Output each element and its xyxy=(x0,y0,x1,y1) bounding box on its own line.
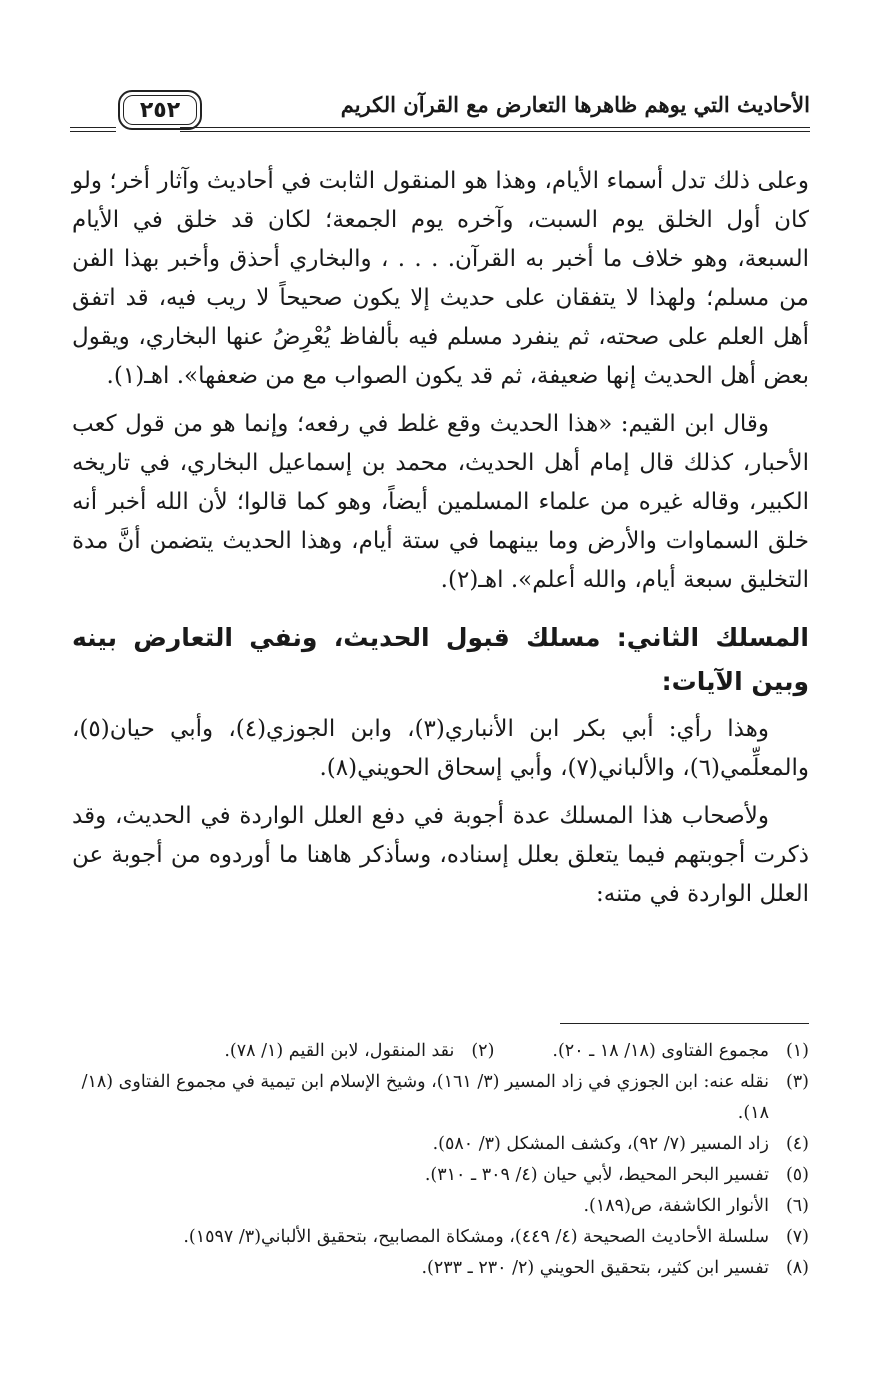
footnote-number: (٢) xyxy=(471,1041,495,1061)
page-number: ٢٥٢ xyxy=(123,95,197,125)
footnote-5 xyxy=(72,1160,809,1191)
footnote-number: (٤) xyxy=(785,1134,809,1154)
footnote-6 xyxy=(72,1191,809,1222)
footnotes xyxy=(72,1036,809,1284)
footnote-number: (١) xyxy=(785,1041,809,1061)
footnote-number: (٦) xyxy=(785,1196,809,1216)
footnote-text: مجموع الفتاوى (١٨/ ١٨ ـ ٢٠). xyxy=(552,1041,769,1061)
footnote-number: (٥) xyxy=(785,1165,809,1185)
header-rule-left-2 xyxy=(70,131,116,132)
section-heading: المسلك الثاني: مسلك قبول الحديث، ونفي التعارض بينه وبين الآيات: xyxy=(72,623,809,696)
header-title: الأحاديث التي يوهم ظاهرها التعارض مع القرآن الكريم xyxy=(340,92,810,117)
footnote-8 xyxy=(72,1253,809,1284)
footnote-text: نقد المنقول، لابن القيم (١/ ٧٨). xyxy=(224,1041,455,1061)
paragraph-answers: ولأصحاب هذا المسلك عدة أجوبة في دفع العلل الواردة في الحديث، وقد ذكرت أجوبتهم فيما يتعلق بعلل إسناده، وسأذكر هاهنا ما أوردوه من أجوبة عن العلل الواردة في متنه: xyxy=(72,803,809,907)
page-number-frame xyxy=(118,90,202,130)
footnote-1 xyxy=(552,1036,809,1067)
footnote-number: (٧) xyxy=(785,1227,809,1247)
footnote-text: نقله عنه: ابن الجوزي في زاد المسير (٣/ ١٦١)، وشيخ الإسلام ابن تيمية في مجموع الفتاوى (١٨/ ١٨). xyxy=(81,1072,769,1123)
footnote-7 xyxy=(72,1222,809,1253)
footnote-2 xyxy=(224,1036,494,1067)
footnote-text: زاد المسير (٧/ ٩٢)، وكشف المشكل (٣/ ٥٨٠). xyxy=(432,1134,769,1154)
paragraph-quote-end: وعلى ذلك تدل أسماء الأيام، وهذا هو المنقول الثابت في أحاديث وآثار أخر؛ ولو كان أول الخلق يوم السبت، وآخره يوم الجمعة؛ لكان قد خلق في الأيام السبعة، وهو خلاف ما أخبر به القرآن. . . . ، والبخاري أحذق وأخبر بهذا الفن من مسلم؛ ولهذا لا يتفقان على حديث إلا يكون صحيحاً لا ريب فيه، قد اتفق أهل العلم على صحته، ثم ينفرد مسلم فيه بألفاظ يُعْرِضُ عنها البخاري، ويقول بعض أهل الحديث إنها ضعيفة، ثم قد يكون الصواب مع من ضعفها». اهـ(١). xyxy=(72,168,809,389)
main-text xyxy=(72,162,809,923)
footnote-number: (٣) xyxy=(785,1072,809,1092)
header-rule-main-2 xyxy=(180,131,810,132)
footnote-separator xyxy=(560,1023,809,1024)
footnote-text: تفسير البحر المحيط، لأبي حيان (٤/ ٣٠٩ ـ ٣١٠). xyxy=(424,1165,769,1185)
footnote-3 xyxy=(72,1067,809,1129)
footnote-row-1-2 xyxy=(72,1036,809,1067)
footnote-text: سلسلة الأحاديث الصحيحة (٤/ ٤٤٩)، ومشكاة المصابيح، بتحقيق الألباني(٣/ ١٥٩٧). xyxy=(183,1227,769,1247)
paragraph-ibn-alqayyim: وقال ابن القيم: «هذا الحديث وقع غلط في رفعه؛ وإنما هو من قول كعب الأحبار، كذلك قال إمام أهل الحديث، محمد بن إسماعيل البخاري، في تاريخه الكبير، وقاله غيره من علماء المسلمين أيضاً، وهو كما قالوا؛ لأن الله أخبر أنه خلق السماوات والأرض وما بينهما في ستة أيام، وهذا الحديث يتضمن أنَّ مدة التخليق سبعة أيام، والله أعلم». اهـ(٢). xyxy=(72,411,809,593)
header-rule-left xyxy=(70,127,116,128)
paragraph-scholars: وهذا رأي: أبي بكر ابن الأنباري(٣)، وابن الجوزي(٤)، وأبي حيان(٥)، والمعلِّمي(٦)، والألباني(٧)، وأبي إسحاق الحويني(٨). xyxy=(72,716,809,781)
footnote-text: تفسير ابن كثير، بتحقيق الحويني (٢/ ٢٣٠ ـ ٢٣٣). xyxy=(421,1258,769,1278)
footnote-number: (٨) xyxy=(785,1258,809,1278)
footnote-text: الأنوار الكاشفة، ص(١٨٩). xyxy=(583,1196,769,1216)
footnote-4 xyxy=(72,1129,809,1160)
header-rule-main xyxy=(180,127,810,128)
